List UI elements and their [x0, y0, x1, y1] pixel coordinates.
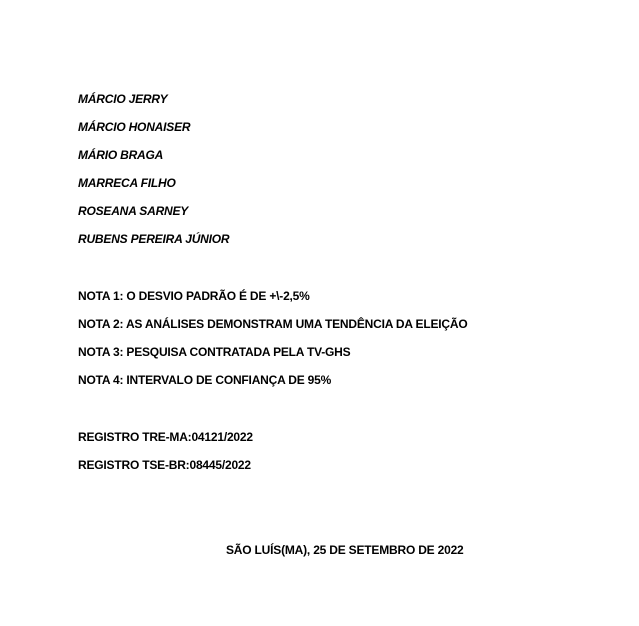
place-and-date: SÃO LUÍS(MA), 25 DE SETEMBRO DE 2022 — [226, 543, 464, 557]
notes-list — [78, 288, 467, 400]
note-1: NOTA 1: O DESVIO PADRÃO É DE +\-2,5% — [78, 289, 310, 303]
registration-tre: REGISTRO TRE-MA:04121/2022 — [78, 430, 253, 444]
registration-list — [78, 429, 253, 485]
candidate-list — [78, 91, 229, 259]
registration-tse: REGISTRO TSE-BR:08445/2022 — [78, 458, 251, 472]
candidate-name: MÁRCIO JERRY — [78, 92, 168, 106]
note-3: NOTA 3: PESQUISA CONTRATADA PELA TV-GHS — [78, 345, 351, 359]
candidate-name: ROSEANA SARNEY — [78, 204, 189, 218]
candidate-name: RUBENS PEREIRA JÚNIOR — [78, 232, 230, 246]
candidate-name: MÁRIO BRAGA — [78, 148, 164, 162]
candidate-name: MÁRCIO HONAISER — [78, 120, 191, 134]
candidate-name: MARRECA FILHO — [78, 176, 176, 190]
note-4: NOTA 4: INTERVALO DE CONFIANÇA DE 95% — [78, 373, 332, 387]
note-2: NOTA 2: AS ANÁLISES DEMONSTRAM UMA TENDÊNCIA DA ELEIÇÃO — [78, 317, 468, 331]
